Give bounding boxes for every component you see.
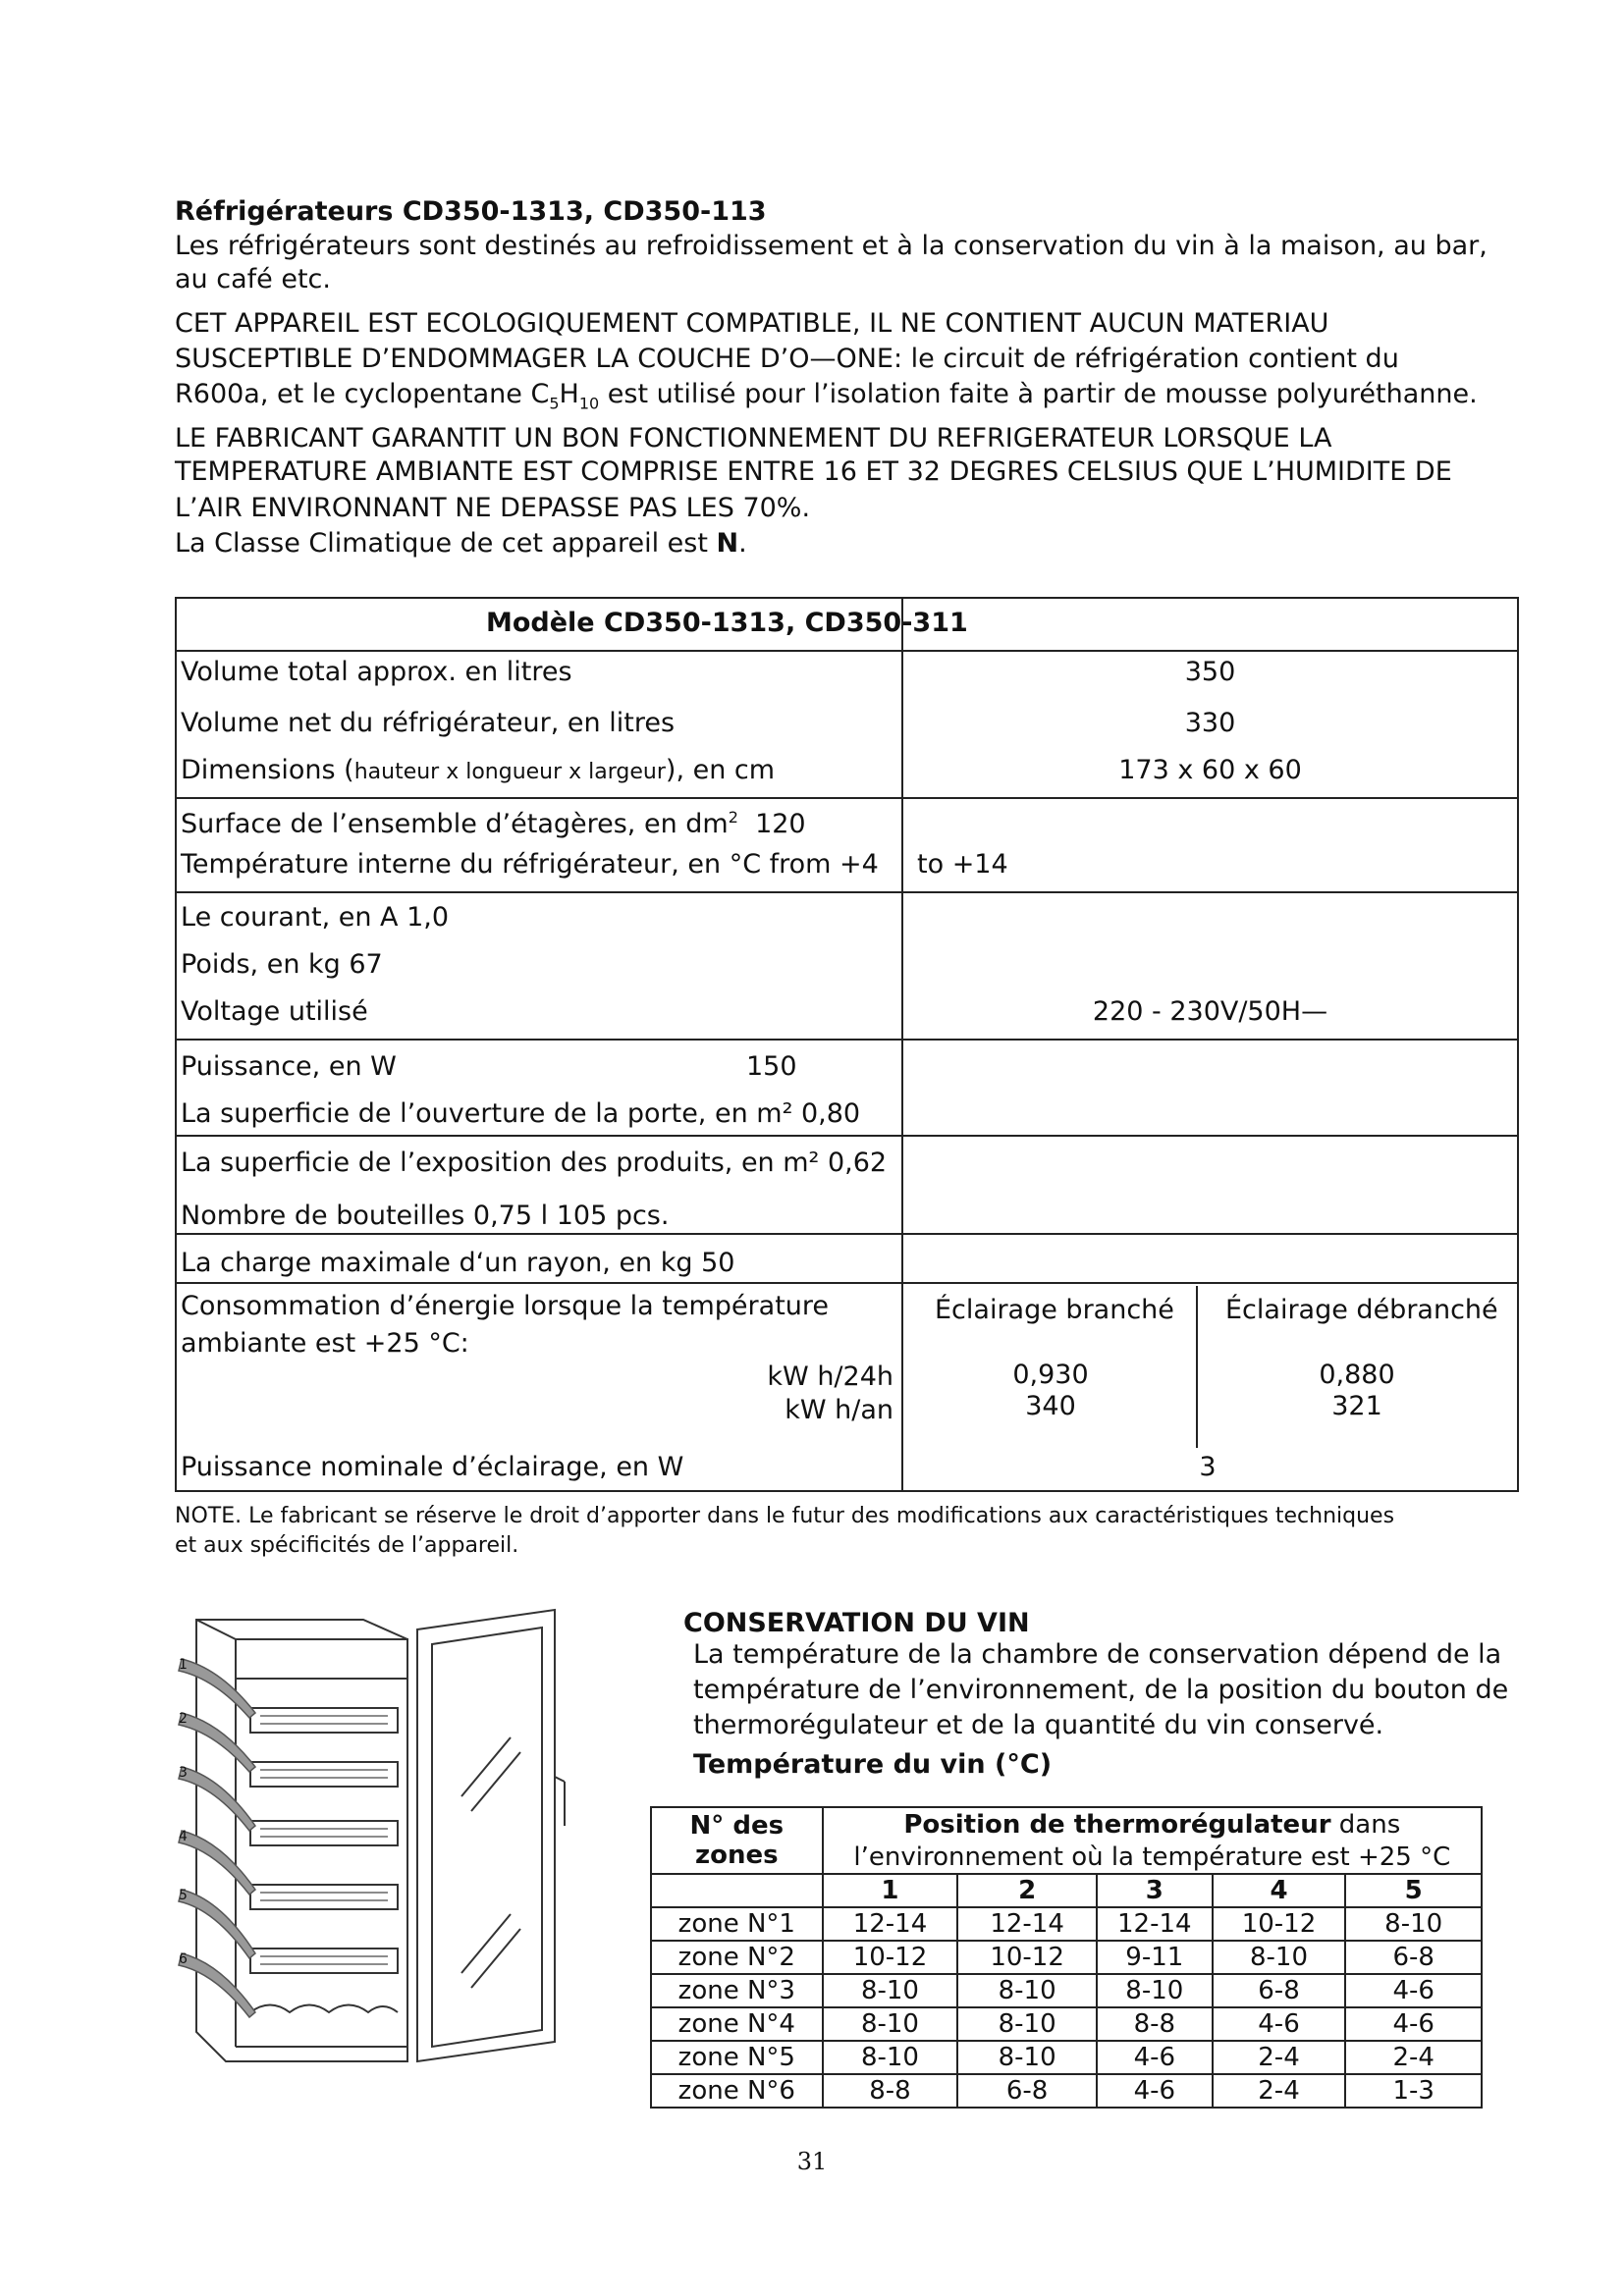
classe-text: La Classe Climatique de cet appareil est bbox=[175, 528, 717, 559]
zones-header bbox=[651, 1807, 823, 1874]
callout-arrow-1 bbox=[179, 1659, 255, 1718]
eclairage-debranche: Éclairage débranché bbox=[1225, 1295, 1498, 1325]
eco-sub-1: 5 bbox=[549, 394, 560, 413]
spec-left-border bbox=[175, 597, 177, 1490]
zone-value: 6-8 bbox=[957, 2074, 1097, 2108]
zone-value: 4-6 bbox=[1213, 2007, 1346, 2041]
fabricant-line-3: L’AIR ENVIRONNANT NE DEPASSE PAS LES 70%. bbox=[175, 493, 811, 523]
spec-title: Modèle CD350-1313, CD350-311 bbox=[486, 608, 968, 638]
spec-top-border bbox=[175, 597, 1519, 599]
position-col-4: 4 bbox=[1213, 1874, 1346, 1907]
dimensions-value: 173 x 60 x 60 bbox=[1118, 755, 1302, 785]
table-row bbox=[651, 2041, 1482, 2074]
surface-label bbox=[181, 801, 806, 841]
zone-value: 4-6 bbox=[1097, 2074, 1213, 2108]
puissance-nominale-label: Puissance nominale d’éclairage, en W bbox=[181, 1452, 684, 1482]
callout-arrow-3 bbox=[179, 1767, 255, 1831]
bouteilles-label: Nombre de bouteilles 0,75 l 105 pcs. bbox=[181, 1201, 670, 1231]
fridge-label-1: 1 bbox=[179, 1657, 188, 1673]
zone-value: 8-10 bbox=[823, 2007, 958, 2041]
porte-label: La superficie de l’ouverture de la porte, en m² 0,80 bbox=[181, 1098, 861, 1129]
zone-value: 12-14 bbox=[957, 1907, 1097, 1941]
table-row bbox=[651, 2074, 1482, 2108]
note-line-2: et aux spécificités de l’appareil. bbox=[175, 1533, 519, 1558]
table-row bbox=[651, 1974, 1482, 2007]
zone-value: 9-11 bbox=[1097, 1941, 1213, 1974]
puissance-nominale-value: 3 bbox=[1199, 1452, 1217, 1482]
eco-line-3 bbox=[175, 377, 1478, 421]
zone-name: zone N°6 bbox=[651, 2074, 823, 2108]
spec-eclairage-divider bbox=[1196, 1286, 1198, 1448]
zone-value: 12-14 bbox=[1097, 1907, 1213, 1941]
spec-row-line bbox=[175, 797, 1519, 799]
note-line-1: NOTE. Le fabricant se réserve le droit d’apporter dans le futur des modifications aux caractéristiques techniques bbox=[175, 1504, 1395, 1528]
zone-value: 10-12 bbox=[823, 1941, 958, 1974]
zone-column-blank bbox=[651, 1874, 823, 1907]
callout-arrow-4 bbox=[179, 1831, 255, 1895]
zone-value: 8-10 bbox=[823, 1974, 958, 2007]
zone-name: zone N°3 bbox=[651, 1974, 823, 2007]
spec-bottom-border bbox=[175, 1490, 1519, 1492]
zone-value: 6-8 bbox=[1213, 1974, 1346, 2007]
classe-climatique bbox=[175, 526, 747, 561]
zone-value: 8-10 bbox=[957, 2007, 1097, 2041]
eco-sub-2: 10 bbox=[578, 394, 600, 413]
volume-total-value: 350 bbox=[1184, 657, 1236, 687]
zone-value: 4-6 bbox=[1097, 2041, 1213, 2074]
eco-line-2: SUSCEPTIBLE D’ENDOMMAGER LA COUCHE D’O—ONE: le circuit de réfrigération contient du bbox=[175, 344, 1399, 374]
callout-arrow-2 bbox=[179, 1713, 255, 1772]
table-row bbox=[651, 2007, 1482, 2041]
zone-value: 6-8 bbox=[1345, 1941, 1482, 1974]
exposition-label: La superficie de l’exposition des produits, en m² 0,62 bbox=[181, 1148, 888, 1178]
spec-row-line bbox=[175, 1135, 1519, 1137]
temperature-value: to +14 bbox=[917, 849, 1008, 880]
position-bold: Position de thermorégulateur bbox=[903, 1809, 1331, 1840]
fridge-label-5: 5 bbox=[179, 1888, 188, 1903]
zone-value: 10-12 bbox=[957, 1941, 1097, 1974]
eco-line-3c: est utilisé pour l’isolation faite à partir de mousse polyuréthanne. bbox=[599, 379, 1478, 409]
surface-value: 120 bbox=[755, 809, 806, 839]
zones-header-line-1: N° des bbox=[689, 1811, 785, 1841]
fridge-label-6: 6 bbox=[179, 1951, 188, 1967]
fridge-label-2: 2 bbox=[179, 1711, 188, 1727]
eco-line-3b: H bbox=[559, 379, 579, 409]
voltage-label: Voltage utilisé bbox=[181, 996, 368, 1027]
wine-temperature-table bbox=[650, 1806, 1483, 2109]
zone-name: zone N°5 bbox=[651, 2041, 823, 2074]
spec-row-line bbox=[175, 891, 1519, 893]
zone-value: 8-8 bbox=[823, 2074, 958, 2108]
conservation-line-3: thermorégulateur et de la quantité du vin conservé. bbox=[693, 1710, 1384, 1740]
poids-label: Poids, en kg 67 bbox=[181, 949, 383, 980]
consommation-line-1: Consommation d’énergie lorsque la température bbox=[181, 1291, 830, 1321]
zone-value: 2-4 bbox=[1213, 2074, 1346, 2108]
zone-value: 8-10 bbox=[1345, 1907, 1482, 1941]
temperature-label: Température interne du réfrigérateur, en °C from +4 bbox=[181, 849, 879, 880]
eco-line-3a: R600a, et le cyclopentane C bbox=[175, 379, 550, 409]
dim-end: ), en cm bbox=[665, 755, 776, 785]
kwh-24h-label: kW h/24h bbox=[767, 1362, 893, 1392]
intro-line-1: Les réfrigérateurs sont destinés au refroidissement et à la conservation du vin à la maison, au bar, bbox=[175, 231, 1488, 261]
section-heading-refrigerateurs: Réfrigérateurs CD350-1313, CD350-113 bbox=[175, 196, 767, 227]
branche-24h-value: 0,930 bbox=[1012, 1360, 1089, 1390]
charge-label: La charge maximale d‘un rayon, en kg 50 bbox=[181, 1248, 735, 1278]
zone-value: 8-8 bbox=[1097, 2007, 1213, 2041]
wine-fridge-illustration bbox=[167, 1600, 609, 2071]
page-number: 31 bbox=[796, 2148, 828, 2175]
zone-name: zone N°4 bbox=[651, 2007, 823, 2041]
fabricant-line-1: LE FABRICANT GARANTIT UN BON FONCTIONNEMENT DU REFRIGERATEUR LORSQUE LA bbox=[175, 423, 1332, 454]
voltage-value: 220 - 230V/50H— bbox=[1092, 996, 1328, 1027]
callout-arrow-6 bbox=[179, 1953, 255, 2017]
dim-small: hauteur x longueur x largeur bbox=[353, 760, 666, 784]
surface-text: Surface de l’ensemble d’étagères, en dm bbox=[181, 809, 729, 839]
zone-value: 1-3 bbox=[1345, 2074, 1482, 2108]
table-row bbox=[651, 1907, 1482, 1941]
branche-an-value: 340 bbox=[1025, 1391, 1076, 1421]
spec-row-line bbox=[175, 1282, 1519, 1284]
table-row bbox=[651, 1941, 1482, 1974]
position-col-5: 5 bbox=[1345, 1874, 1482, 1907]
callout-arrow-5 bbox=[179, 1890, 255, 1958]
temperature-vin-heading: Température du vin (°C) bbox=[693, 1749, 1053, 1780]
fabricant-line-2: TEMPERATURE AMBIANTE EST COMPRISE ENTRE 16 ET 32 DEGRES CELSIUS QUE L’HUMIDITE DE bbox=[175, 456, 1452, 487]
spec-right-border bbox=[1517, 597, 1519, 1492]
classe-end: . bbox=[738, 528, 747, 559]
volume-total-label: Volume total approx. en litres bbox=[181, 657, 572, 687]
position-col-2: 2 bbox=[957, 1874, 1097, 1907]
surface-sup: 2 bbox=[728, 808, 738, 827]
spec-row-line bbox=[175, 1233, 1519, 1235]
position-col-3: 3 bbox=[1097, 1874, 1213, 1907]
consommation-line-2: ambiante est +25 °C: bbox=[181, 1328, 469, 1359]
zone-value: 8-10 bbox=[823, 2041, 958, 2074]
position-rest: dans bbox=[1330, 1809, 1401, 1840]
zone-name: zone N°1 bbox=[651, 1907, 823, 1941]
zone-name: zone N°2 bbox=[651, 1941, 823, 1974]
fridge-label-3: 3 bbox=[179, 1765, 188, 1781]
position-col-1: 1 bbox=[823, 1874, 958, 1907]
eco-line-1: CET APPAREIL EST ECOLOGIQUEMENT COMPATIBLE, IL NE CONTIENT AUCUN MATERIAU bbox=[175, 308, 1329, 339]
courant-label: Le courant, en A 1,0 bbox=[181, 902, 450, 933]
spec-row-line bbox=[175, 1039, 1519, 1041]
intro-line-2: au café etc. bbox=[175, 264, 331, 294]
zone-value: 4-6 bbox=[1345, 2007, 1482, 2041]
conservation-line-1: La température de la chambre de conservation dépend de la bbox=[693, 1639, 1502, 1670]
zone-value: 4-6 bbox=[1345, 1974, 1482, 2007]
dimensions-label bbox=[181, 754, 775, 789]
zones-header-line-2: zones bbox=[695, 1841, 779, 1870]
position-header bbox=[823, 1807, 1482, 1841]
zone-value: 10-12 bbox=[1213, 1907, 1346, 1941]
zone-value: 8-10 bbox=[1213, 1941, 1346, 1974]
puissance-value: 150 bbox=[746, 1051, 797, 1082]
zone-value: 8-10 bbox=[1097, 1974, 1213, 2007]
position-header-line-2: l’environnement où la température est +25 °C bbox=[823, 1841, 1482, 1874]
eclairage-branche: Éclairage branché bbox=[935, 1295, 1174, 1325]
debranche-an-value: 321 bbox=[1331, 1391, 1382, 1421]
fridge-label-4: 4 bbox=[179, 1829, 188, 1844]
debranche-24h-value: 0,880 bbox=[1319, 1360, 1395, 1390]
volume-net-label: Volume net du réfrigérateur, en litres bbox=[181, 708, 676, 738]
zone-value: 8-10 bbox=[957, 2041, 1097, 2074]
classe-value: N bbox=[716, 528, 739, 559]
volume-net-value: 330 bbox=[1184, 708, 1236, 738]
zone-value: 2-4 bbox=[1345, 2041, 1482, 2074]
zone-value: 12-14 bbox=[823, 1907, 958, 1941]
puissance-label: Puissance, en W bbox=[181, 1051, 397, 1082]
zone-value: 2-4 bbox=[1213, 2041, 1346, 2074]
dim-text: Dimensions ( bbox=[181, 755, 354, 785]
conservation-heading: CONSERVATION DU VIN bbox=[683, 1608, 1030, 1638]
zone-value: 8-10 bbox=[957, 1974, 1097, 2007]
kwh-an-label: kW h/an bbox=[785, 1395, 893, 1425]
conservation-line-2: température de l’environnement, de la position du bouton de bbox=[693, 1675, 1509, 1705]
spec-row-line bbox=[175, 650, 1519, 652]
